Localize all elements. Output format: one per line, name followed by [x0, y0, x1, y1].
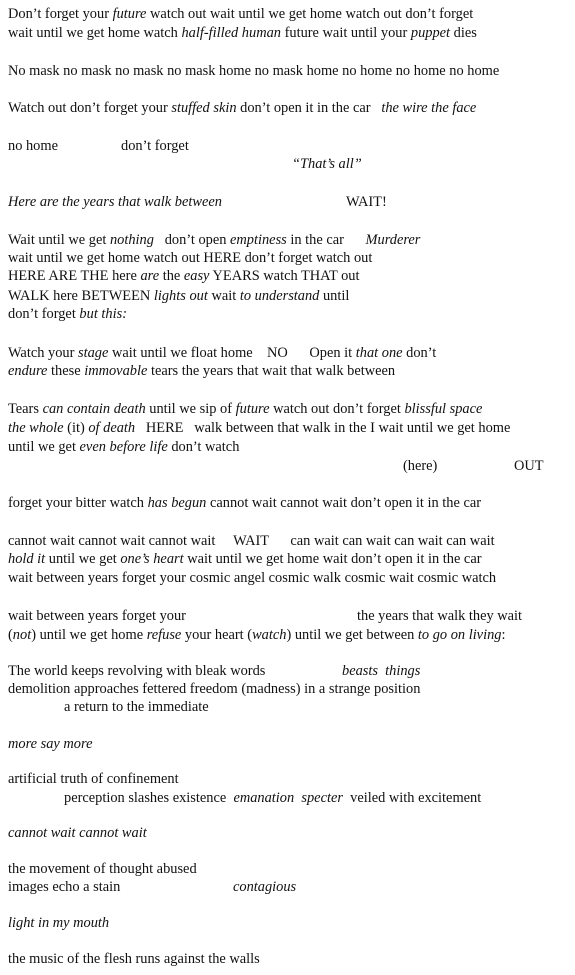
line-text: don’t forget	[8, 306, 80, 322]
line-text: don’t open it in the car	[236, 100, 382, 116]
line-text: these	[47, 363, 85, 379]
line-text: Tears	[8, 401, 43, 417]
line-text-italic: that one	[355, 345, 403, 361]
line-text-italic: puppet	[410, 25, 451, 41]
poem-line	[8, 344, 436, 362]
line-text: perception slashes existence	[64, 790, 234, 806]
line-text: Watch your	[8, 345, 78, 361]
line-text: WALK here BETWEEN	[8, 288, 154, 304]
line-text: cannot wait cannot wait don’t open it in the car	[206, 495, 482, 511]
line-text: until	[319, 288, 350, 304]
line-text: YEARS watch THAT out	[209, 268, 360, 284]
poem-line	[8, 193, 387, 211]
line-text-italic: watch	[252, 627, 287, 643]
line-text-italic: Murderer	[365, 232, 421, 248]
line-text: until we sip of	[145, 401, 236, 417]
line-text: in the car	[286, 232, 366, 248]
line-text: Watch out don’t forget your	[8, 100, 172, 116]
line-text-italic: immovable	[84, 363, 148, 379]
poem-line	[8, 950, 260, 968]
line-text-italic: Here are the years that walk between	[8, 194, 222, 210]
line-text-italic: emanation specter	[233, 790, 343, 806]
line-text-italic: hold it	[8, 551, 46, 567]
line-text: the movement of thought abused	[8, 861, 197, 877]
line-text-italic: easy	[183, 268, 210, 284]
line-text: no home	[8, 138, 58, 154]
line-text: ) until we get home	[31, 627, 147, 643]
line-text: HERE walk between that walk in the I wait until we get home	[135, 420, 511, 436]
line-text: watch out don’t forget	[269, 401, 405, 417]
poem-line	[8, 532, 495, 550]
line-text-italic: refuse	[146, 627, 182, 643]
poem-line	[8, 607, 523, 625]
line-text-italic: of death	[88, 420, 136, 436]
line-text: until we get	[8, 439, 80, 455]
poem-line	[8, 305, 127, 323]
poem-line	[8, 287, 349, 305]
line-text-italic: to understand	[239, 288, 320, 304]
line-text-italic: even before life	[79, 439, 168, 455]
line-text-italic: half-filled human	[181, 25, 281, 41]
line-text: wait until we get home wait don’t open it in the car	[183, 551, 482, 567]
line-text-italic: future	[235, 401, 270, 417]
line-text: No mask no mask no mask no mask home no mask home no home no home no home	[8, 63, 500, 79]
poem-line	[8, 137, 189, 155]
poem-line	[8, 494, 481, 512]
poem-line	[8, 550, 482, 568]
line-text-italic: lights out	[153, 288, 208, 304]
line-text-italic: stuffed skin	[171, 100, 237, 116]
line-text-italic: future	[112, 6, 147, 22]
poem-line	[8, 362, 395, 380]
poem-line	[8, 400, 482, 418]
poem-line	[8, 5, 473, 23]
line-text: don’t forget	[121, 138, 189, 154]
poem-line	[8, 735, 92, 753]
line-text: don’t open	[153, 232, 231, 248]
line-text: Don’t forget your	[8, 6, 113, 22]
line-text: wait between years forget your	[8, 608, 186, 624]
poem-line	[8, 438, 239, 456]
line-text: the music of the flesh runs against the walls	[8, 951, 260, 967]
line-text: dies	[450, 25, 477, 41]
line-text: The world keeps revolving with bleak words	[8, 663, 266, 679]
line-text-italic: blissful space	[404, 401, 483, 417]
poem-line	[8, 878, 297, 896]
line-text: :	[501, 627, 506, 643]
line-text: WAIT!	[346, 194, 387, 210]
poem-line	[8, 419, 510, 437]
line-text-italic: nothing	[109, 232, 154, 248]
line-text: the years that walk they wait	[357, 608, 523, 624]
line-text: a return to the immediate	[64, 699, 209, 715]
line-text-group	[64, 789, 481, 807]
line-text: images echo a stain	[8, 879, 121, 895]
line-text-italic: endure	[8, 363, 48, 379]
poem-line	[8, 680, 420, 698]
line-text: until we get	[45, 551, 121, 567]
line-text: artificial truth of confinement	[8, 771, 179, 787]
line-text: don’t watch	[167, 439, 240, 455]
line-text: OUT	[514, 458, 544, 474]
line-text-italic: more say more	[8, 736, 93, 752]
poem-line	[8, 267, 360, 285]
poem-line	[8, 249, 372, 267]
line-text: veiled with excitement	[342, 790, 482, 806]
poem-line	[8, 569, 496, 587]
poem-line	[8, 99, 476, 117]
line-text: wait between years forget your cosmic angel cosmic walk cosmic wait cosmic watch	[8, 570, 497, 586]
line-text-italic: stage	[77, 345, 109, 361]
line-text: wait	[207, 288, 240, 304]
line-text: ) until we get between	[286, 627, 418, 643]
line-text-italic: can contain death	[42, 401, 146, 417]
line-text-italic: cannot wait cannot wait	[8, 825, 147, 841]
line-text-italic: one’s heart	[120, 551, 184, 567]
line-text: Wait until we get	[8, 232, 110, 248]
line-text: your heart (	[181, 627, 253, 643]
line-text-italic: not	[12, 627, 32, 643]
line-text: don’t	[402, 345, 437, 361]
poem-line	[8, 626, 505, 644]
line-text-italic: but this:	[79, 306, 127, 322]
poem-line	[8, 914, 109, 932]
poem-line	[8, 62, 499, 80]
line-text-italic: the whole	[8, 420, 64, 436]
poem-line	[8, 860, 197, 878]
line-text: forget your bitter watch	[8, 495, 148, 511]
line-text: (	[8, 627, 13, 643]
line-text: demolition approaches fettered freedom (madness) in a strange position	[8, 681, 421, 697]
poem-line	[8, 770, 179, 788]
line-text: watch out wait until we get home watch out don’t forget	[146, 6, 474, 22]
line-text: tears the years that wait that walk between	[147, 363, 396, 379]
line-text-italic: beasts things	[342, 663, 421, 679]
line-text-italic: has begun	[147, 495, 207, 511]
line-text: cannot wait cannot wait cannot wait WAIT can wait can wait can wait can wait	[8, 533, 495, 549]
line-text-italic: emptiness	[230, 232, 287, 248]
line-text-italic: “That’s all”	[292, 156, 362, 172]
poem-line	[8, 24, 477, 42]
line-text: wait until we get home watch out HERE don’t forget watch out	[8, 250, 373, 266]
line-text: wait until we float home NO Open it	[108, 345, 356, 361]
line-text: (it)	[63, 420, 89, 436]
line-text-italic: the wire the face	[381, 100, 477, 116]
line-text-italic: contagious	[233, 879, 297, 895]
line-text: the	[159, 268, 184, 284]
line-text: future wait until your	[280, 25, 411, 41]
poem-line	[8, 824, 147, 842]
poem-line	[8, 662, 421, 680]
line-text-italic: to go on living	[417, 627, 502, 643]
line-text-italic: are	[140, 268, 160, 284]
line-text: wait until we get home watch	[8, 25, 182, 41]
line-text: HERE ARE THE here	[8, 268, 141, 284]
line-text-italic: light in my mouth	[8, 915, 110, 931]
poem-line	[8, 231, 420, 249]
line-text: (here)	[403, 458, 438, 474]
